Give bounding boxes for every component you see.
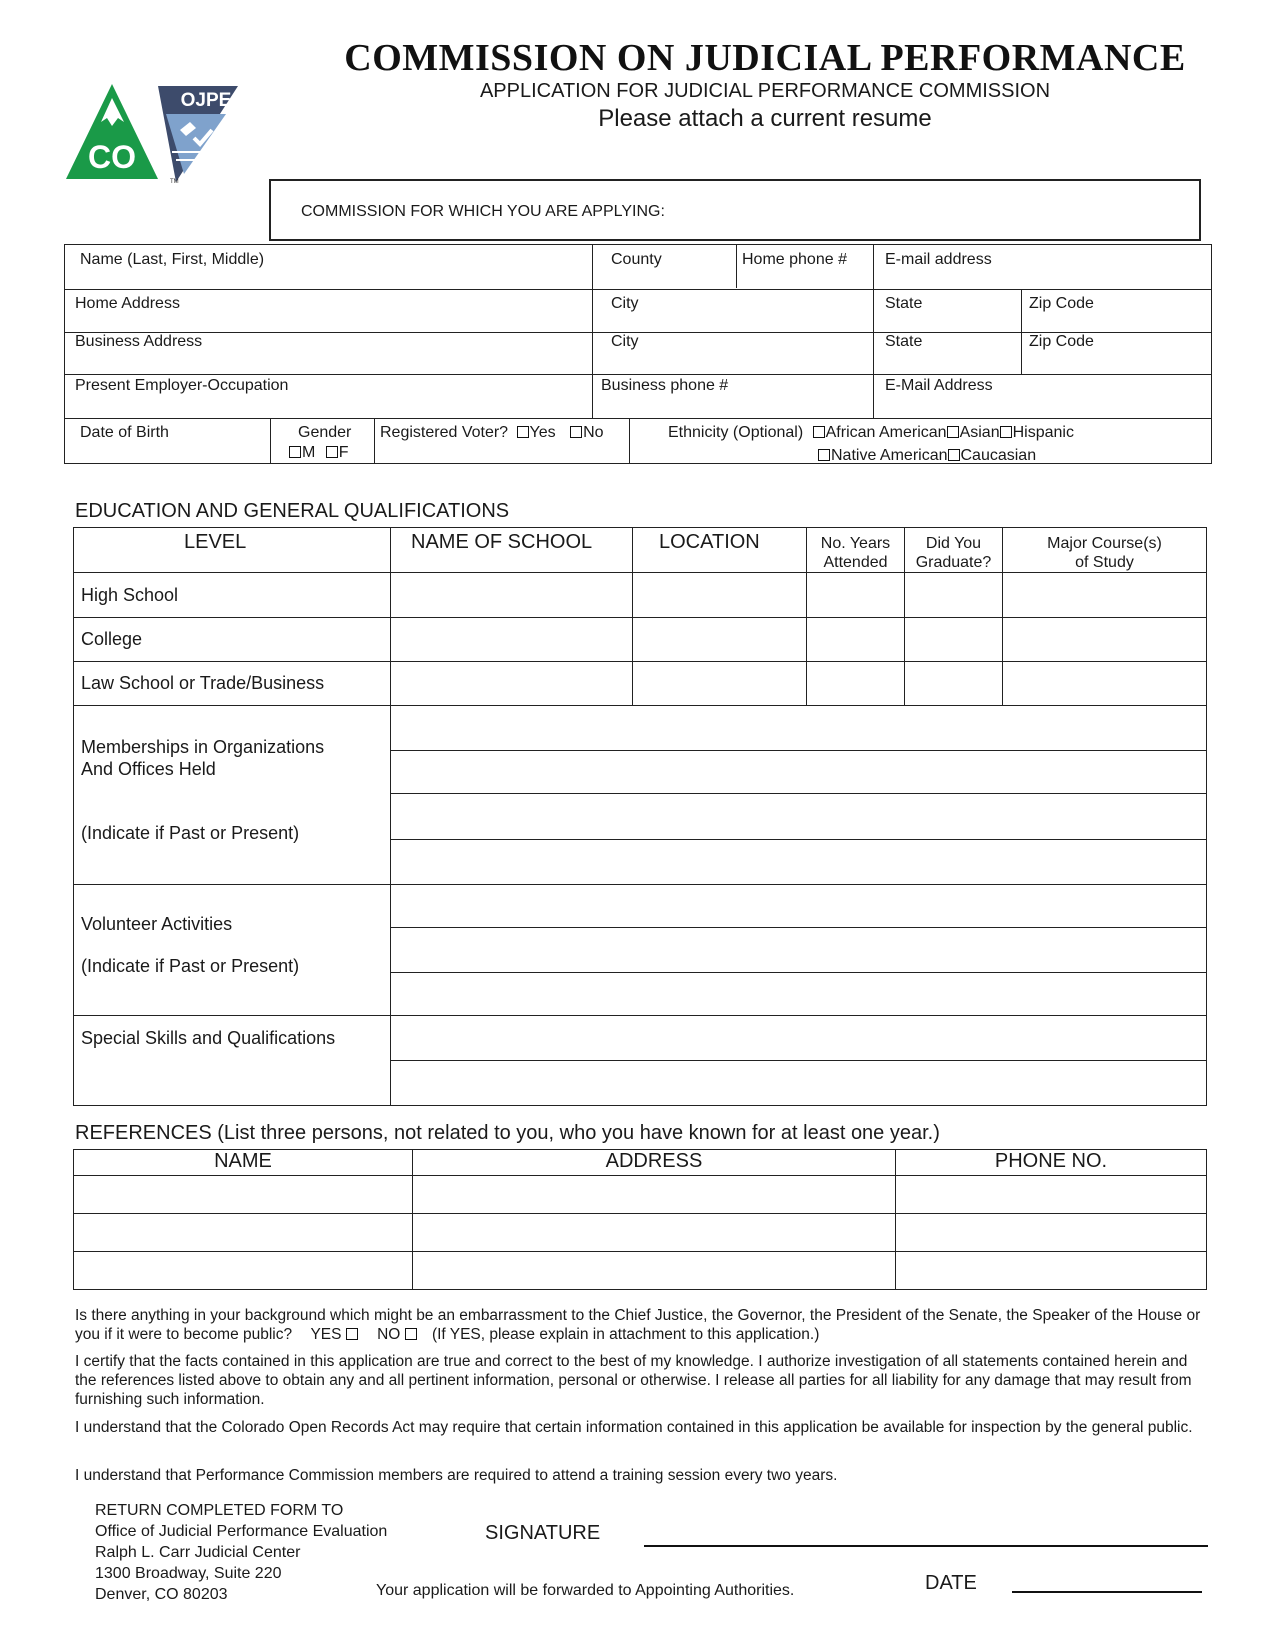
volunteer-note: (Indicate if Past or Present) bbox=[81, 956, 300, 976]
cell-input[interactable] bbox=[413, 1176, 896, 1214]
skills-line-input[interactable] bbox=[391, 1061, 1207, 1106]
return-line: Denver, CO 80203 bbox=[95, 1586, 228, 1603]
col-school: NAME OF SCHOOL bbox=[391, 528, 633, 573]
reference-row bbox=[74, 1214, 1207, 1252]
eth-hispanic-checkbox[interactable] bbox=[1000, 426, 1012, 438]
training-text: I understand that Performance Commission members are required to attend a training session every two years. bbox=[75, 1467, 838, 1484]
resume-instruction: Please attach a current resume bbox=[598, 105, 932, 132]
cell-input[interactable] bbox=[74, 1252, 413, 1290]
education-row bbox=[74, 618, 1207, 662]
eth-native-label: Native American bbox=[831, 447, 948, 464]
return-line: 1300 Broadway, Suite 220 bbox=[95, 1565, 282, 1582]
business-zip-field[interactable]: Zip Code bbox=[1029, 333, 1094, 350]
memberships-line1: Memberships in Organizations bbox=[81, 737, 325, 757]
ethnicity-row-1 bbox=[668, 424, 1074, 442]
name-field[interactable]: Name (Last, First, Middle) bbox=[80, 251, 265, 268]
cell-input[interactable] bbox=[807, 662, 905, 706]
return-address bbox=[95, 1500, 387, 1605]
education-table bbox=[73, 527, 1207, 1106]
cell-input[interactable] bbox=[1003, 662, 1207, 706]
eth-african-label: African American bbox=[825, 424, 947, 441]
references-header-row bbox=[74, 1150, 1207, 1176]
col-major bbox=[1003, 528, 1207, 573]
return-line: Ralph L. Carr Judicial Center bbox=[95, 1544, 301, 1561]
col-graduated-line2: Graduate? bbox=[915, 554, 992, 571]
signature-label: SIGNATURE bbox=[485, 1522, 601, 1544]
col-years bbox=[807, 528, 905, 573]
memberships-line-input[interactable] bbox=[391, 751, 1207, 794]
background-no-checkbox[interactable] bbox=[405, 1328, 417, 1340]
business-city-field[interactable]: City bbox=[611, 333, 639, 350]
voter-question bbox=[380, 424, 604, 442]
background-no-label: NO bbox=[377, 1326, 401, 1343]
background-question-text: Is there anything in your background which might be an embarrassment to the Chief Justice, the Governor, the President of the Senate, the Speaker of the House or you if it were to become public? bbox=[75, 1307, 1201, 1343]
gender-f-label: F bbox=[338, 444, 349, 461]
education-row bbox=[74, 573, 1207, 618]
background-note: (If YES, please explain in attachment to this application.) bbox=[431, 1326, 820, 1343]
eth-caucasian-label: Caucasian bbox=[960, 447, 1037, 464]
cell-input[interactable] bbox=[896, 1252, 1207, 1290]
ref-col-phone: PHONE NO. bbox=[896, 1150, 1207, 1176]
cell-input[interactable] bbox=[391, 662, 633, 706]
eth-asian-label: Asian bbox=[959, 424, 1000, 441]
cell-input[interactable] bbox=[905, 573, 1003, 618]
voter-no-checkbox[interactable] bbox=[570, 426, 582, 438]
education-section-title: EDUCATION AND GENERAL QUALIFICATIONS bbox=[75, 500, 510, 522]
col-graduated-line1: Did You bbox=[925, 535, 982, 552]
home-state-field[interactable]: State bbox=[885, 295, 923, 312]
reference-row bbox=[74, 1176, 1207, 1214]
business-state-field[interactable]: State bbox=[885, 333, 923, 350]
volunteer-label bbox=[74, 885, 391, 1016]
eth-african-checkbox[interactable] bbox=[813, 426, 825, 438]
col-years-line2: Attended bbox=[823, 554, 888, 571]
cell-input[interactable] bbox=[391, 573, 633, 618]
business-address-field[interactable]: Business Address bbox=[75, 333, 203, 350]
cell-input[interactable] bbox=[633, 573, 807, 618]
reference-row bbox=[74, 1252, 1207, 1290]
business-phone-field[interactable]: Business phone # bbox=[601, 377, 729, 394]
row-label-law-school: Law School or Trade/Business bbox=[74, 662, 391, 706]
background-yes-label: YES bbox=[310, 1326, 342, 1343]
skills-line-input[interactable] bbox=[391, 1016, 1207, 1061]
ref-col-address: ADDRESS bbox=[413, 1150, 896, 1176]
forwarding-note: Your application will be forwarded to Appointing Authorities. bbox=[376, 1582, 795, 1599]
ethnicity-row-2 bbox=[818, 447, 1036, 465]
date-line[interactable] bbox=[1012, 1591, 1202, 1593]
cell-input[interactable] bbox=[74, 1176, 413, 1214]
logo-tm: TM bbox=[170, 179, 179, 184]
cell-input[interactable] bbox=[896, 1214, 1207, 1252]
eth-hispanic-label: Hispanic bbox=[1012, 424, 1074, 441]
references-table bbox=[73, 1149, 1207, 1290]
col-major-line2: of Study bbox=[1075, 554, 1134, 571]
return-line: Office of Judicial Performance Evaluation bbox=[95, 1523, 388, 1540]
row-label-college: College bbox=[74, 618, 391, 662]
gender-m-checkbox[interactable] bbox=[289, 446, 301, 458]
memberships-label bbox=[74, 706, 391, 885]
memberships-line-input[interactable] bbox=[391, 840, 1207, 885]
memberships-line-input[interactable] bbox=[391, 794, 1207, 840]
gender-f-checkbox[interactable] bbox=[326, 446, 338, 458]
commission-field-label: COMMISSION FOR WHICH YOU ARE APPLYING: bbox=[301, 203, 665, 220]
logo-co-text: CO bbox=[88, 139, 136, 175]
memberships-note: (Indicate if Past or Present) bbox=[81, 823, 300, 843]
open-records-text: I understand that the Colorado Open Records Act may require that certain information contained in this application be available for inspection by the general public. bbox=[75, 1419, 1193, 1436]
eth-native-checkbox[interactable] bbox=[818, 449, 830, 461]
volunteer-row bbox=[74, 885, 1207, 928]
cell-input[interactable] bbox=[905, 618, 1003, 662]
skills-row bbox=[74, 1016, 1207, 1061]
background-yes-checkbox[interactable] bbox=[346, 1328, 358, 1340]
col-location: LOCATION bbox=[633, 528, 807, 573]
home-address-field[interactable]: Home Address bbox=[75, 295, 180, 312]
gender-m-label: M bbox=[302, 444, 316, 461]
education-header-row bbox=[74, 528, 1207, 573]
commission-field[interactable] bbox=[269, 179, 1201, 241]
voter-yes-checkbox[interactable] bbox=[517, 426, 529, 438]
cell-input[interactable] bbox=[74, 1214, 413, 1252]
education-row bbox=[74, 662, 1207, 706]
cell-input[interactable] bbox=[807, 573, 905, 618]
col-years-line1: No. Years bbox=[820, 535, 891, 552]
voter-no-label: No bbox=[583, 424, 604, 441]
home-zip-field[interactable]: Zip Code bbox=[1029, 295, 1094, 312]
row-label-high-school: High School bbox=[74, 573, 391, 618]
logo-ojpe-text: OJPE bbox=[180, 90, 232, 111]
page-title: COMMISSION ON JUDICIAL PERFORMANCE bbox=[344, 37, 1186, 79]
col-level: LEVEL bbox=[74, 528, 391, 573]
cell-input[interactable] bbox=[807, 618, 905, 662]
employer-field[interactable]: Present Employer-Occupation bbox=[75, 377, 289, 394]
memberships-row bbox=[74, 706, 1207, 751]
cell-input[interactable] bbox=[633, 618, 807, 662]
col-graduated bbox=[905, 528, 1003, 573]
date-label: DATE bbox=[925, 1572, 977, 1594]
skills-label: Special Skills and Qualifications bbox=[74, 1016, 391, 1106]
signature-line[interactable] bbox=[644, 1545, 1208, 1547]
gender-options bbox=[289, 444, 349, 462]
cell-input[interactable] bbox=[391, 618, 633, 662]
volunteer-line-input[interactable] bbox=[391, 885, 1207, 928]
home-phone-field[interactable]: Home phone # bbox=[742, 251, 847, 268]
gender-label: Gender bbox=[298, 424, 352, 441]
background-question bbox=[75, 1306, 1210, 1344]
cell-input[interactable] bbox=[633, 662, 807, 706]
cell-input[interactable] bbox=[905, 662, 1003, 706]
form-subtitle: APPLICATION FOR JUDICIAL PERFORMANCE COMMISSION bbox=[479, 80, 1051, 102]
references-section-title: REFERENCES (List three persons, not related to you, who you have known for at least one year.) bbox=[75, 1122, 940, 1144]
home-city-field[interactable]: City bbox=[611, 295, 639, 312]
cell-input[interactable] bbox=[413, 1252, 896, 1290]
col-major-line1: Major Course(s) bbox=[1047, 535, 1162, 552]
eth-asian-checkbox[interactable] bbox=[947, 426, 959, 438]
certification-text: I certify that the facts contained in this application are true and correct to the best of my knowledge. I authorize investigation of all statements contained herein and the references listed above to obtain any and all pertinent information, personal or otherwise. I release all parties for all liability for any damage that may result from furnishing such information. bbox=[75, 1353, 1192, 1408]
county-field[interactable]: County bbox=[611, 251, 662, 268]
volunteer-line1: Volunteer Activities bbox=[81, 914, 233, 934]
cell-input[interactable] bbox=[413, 1214, 896, 1252]
cell-input[interactable] bbox=[1003, 618, 1207, 662]
ethnicity-label: Ethnicity (Optional) bbox=[668, 424, 804, 441]
ojpe-co-logo bbox=[66, 84, 241, 184]
cell-input[interactable] bbox=[896, 1176, 1207, 1214]
return-line: RETURN COMPLETED FORM TO bbox=[95, 1502, 344, 1519]
voter-yes-label: Yes bbox=[529, 424, 556, 441]
ref-col-name: NAME bbox=[74, 1150, 413, 1176]
eth-caucasian-checkbox[interactable] bbox=[948, 449, 960, 461]
memberships-line2: And Offices Held bbox=[81, 759, 216, 779]
cell-input[interactable] bbox=[1003, 573, 1207, 618]
volunteer-line-input[interactable] bbox=[391, 928, 1207, 973]
email2-field[interactable]: E-Mail Address bbox=[885, 377, 993, 394]
voter-label: Registered Voter? bbox=[380, 424, 509, 441]
dob-field[interactable]: Date of Birth bbox=[80, 424, 169, 441]
volunteer-line-input[interactable] bbox=[391, 973, 1207, 1016]
email-field[interactable]: E-mail address bbox=[885, 251, 992, 268]
memberships-line-input[interactable] bbox=[391, 706, 1207, 751]
